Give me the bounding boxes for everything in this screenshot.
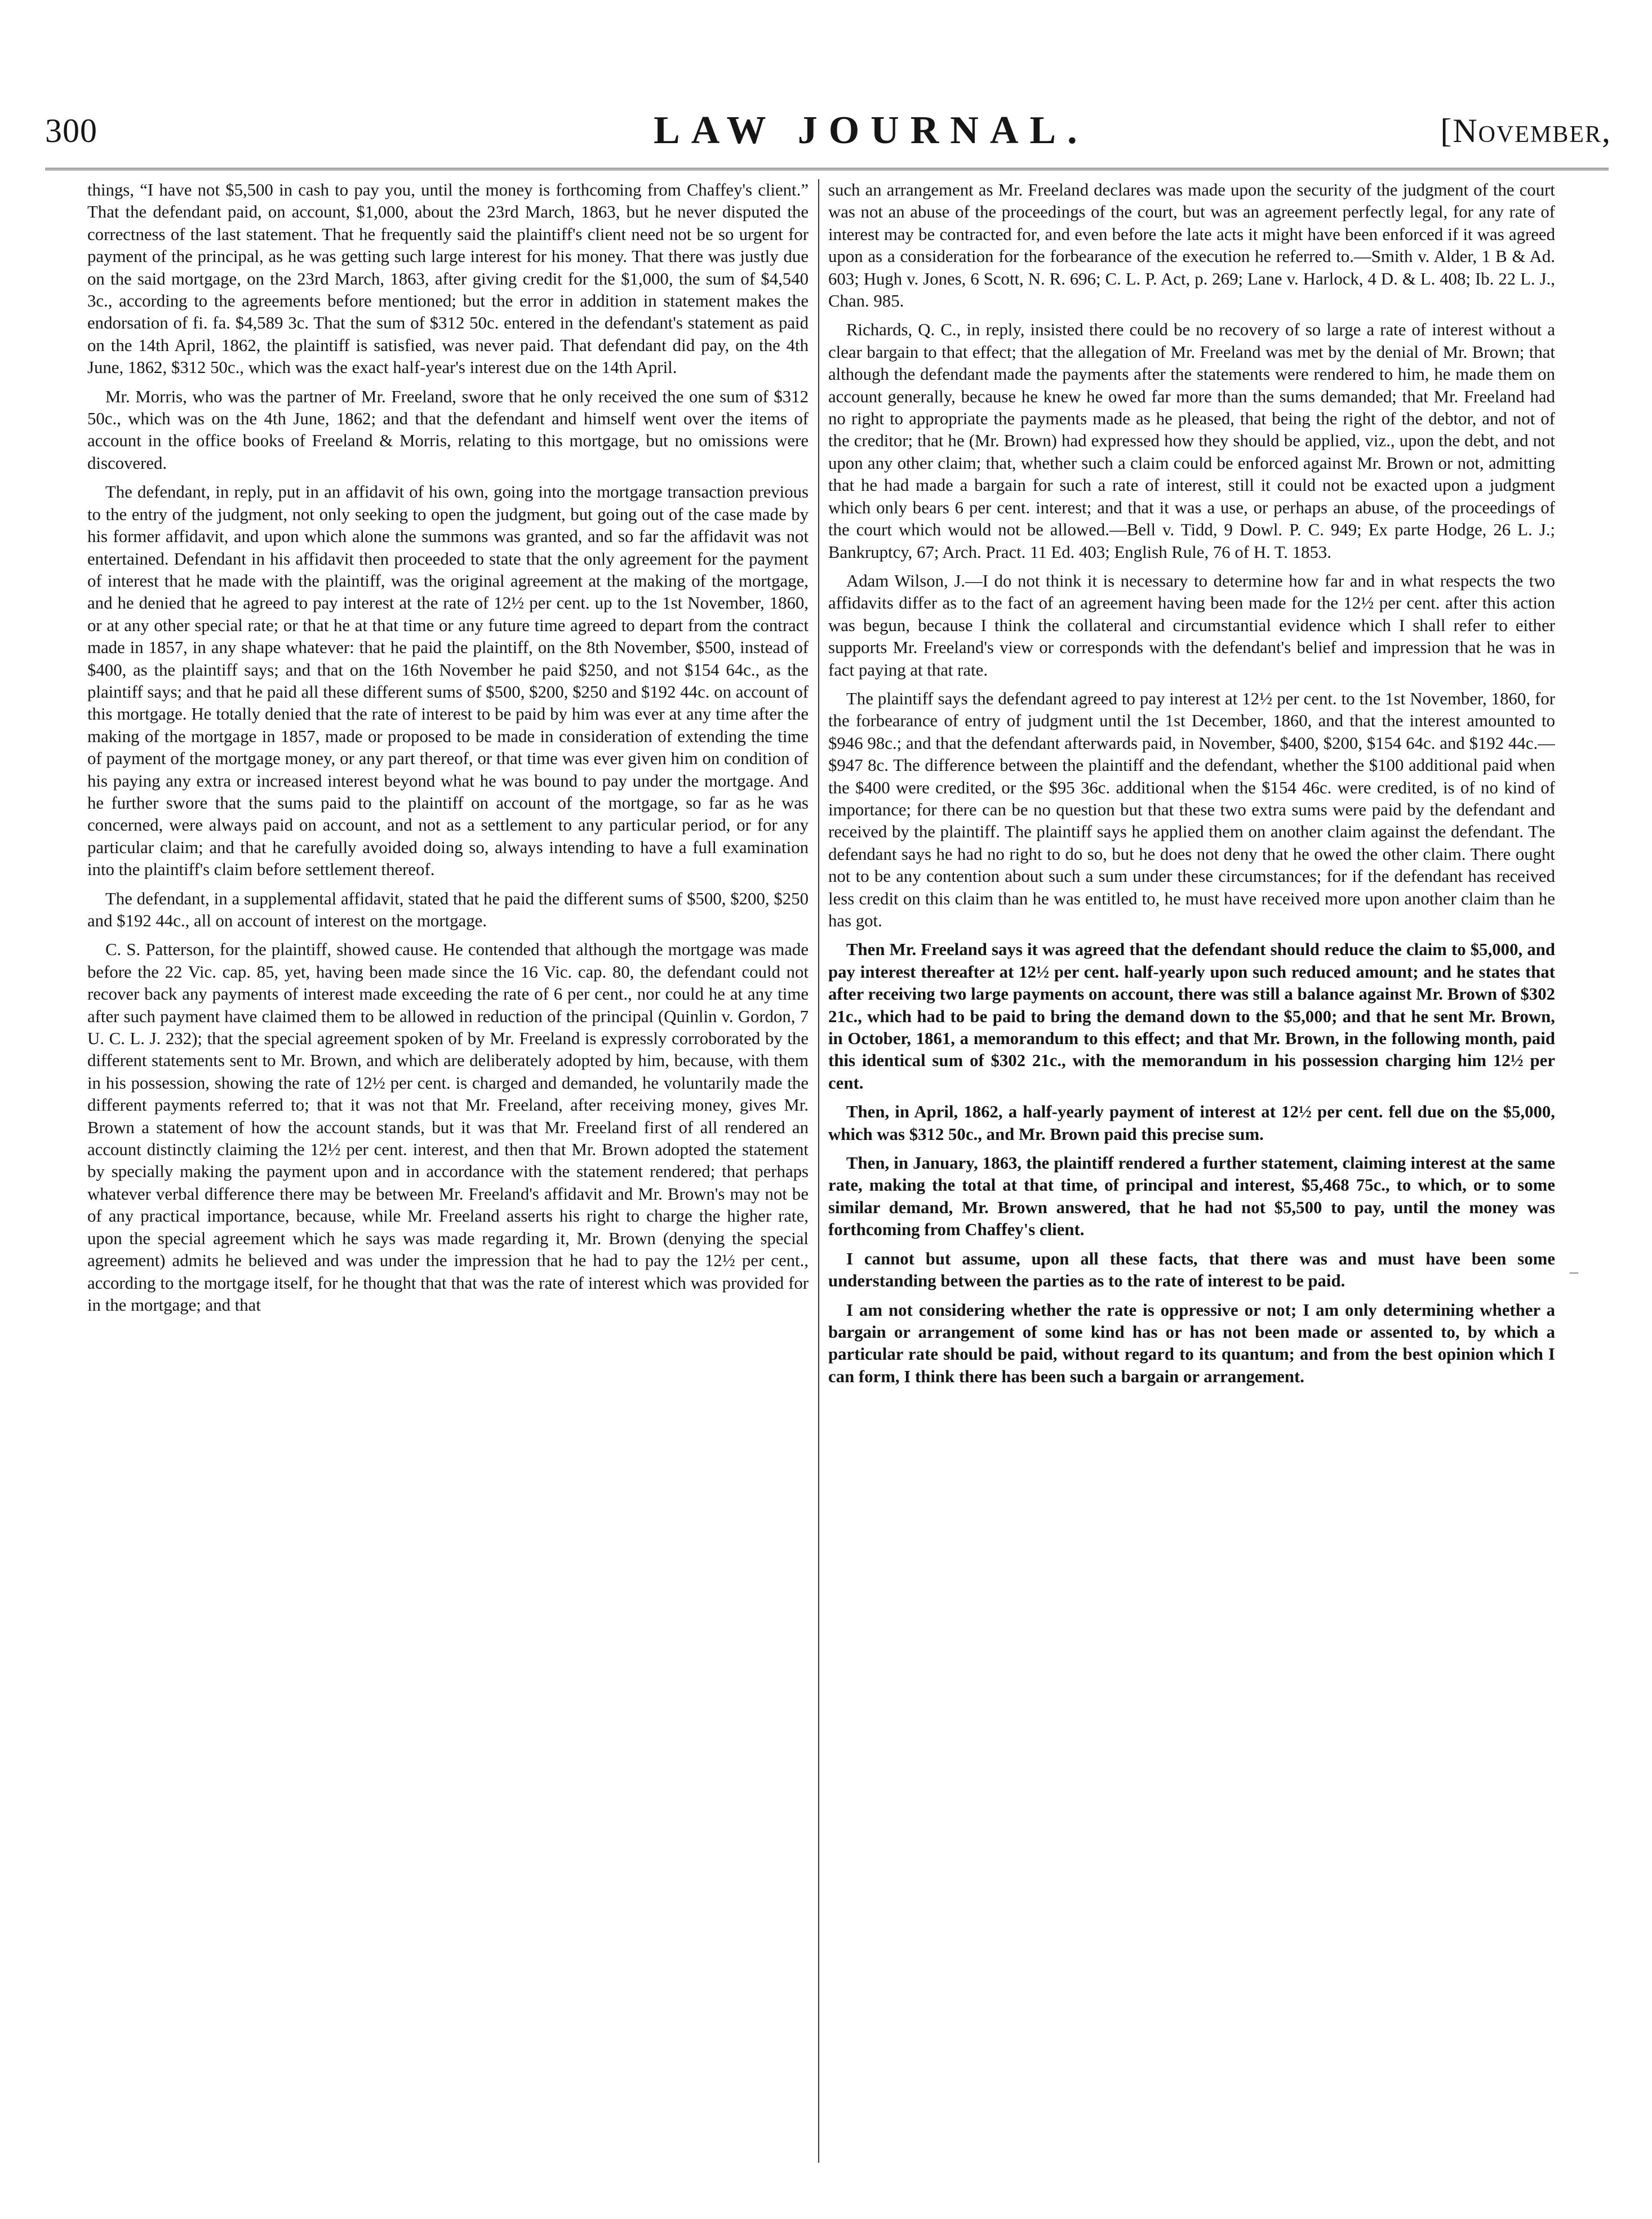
paragraph: Richards, Q. C., in reply, insisted there could be no recovery of so large a rate of interest without a clear bargain to that effect; that the allegation of Mr. Freeland was met by the denial of Mr. Brown; that although the defendant made the payments after the statements were rendered to him, he made them on account generally, because he knew he owed far more than the sums demanded; that Mr. Freeland had no right to appropriate the payments made as he pleased, that being the right of the debtor, and not of the creditor; that he (Mr. Brown) had expressed how they should be applied, viz., upon the debt, and not upon any other claim; that, whether such a claim could be enforced against Mr. Brown or not, admitting that he had made a bargain for such a rate of interest, still it could not be exacted upon a judgment which only bears 6 per cent. interest; and that it was a use, or perhaps an abuse, of the proceedings of the court which would not be allowed.—Bell v. Tidd, 9 Dowl. P. C. 949; Ex parte Hodge, 26 L. J.; Bankruptcy, 67; Arch. Pract. 11 Ed. 403; English Rule, 76 of H. T. 1853. <box>828 320 1555 562</box>
paragraph: The plaintiff says the defendant agreed to pay interest at 12½ per cent. to the 1st November, 1860, for the forbearance of entry of judgment until the 1st December, 1860, and that the interest amounted to $946 98c.; and that the defendant afterwards paid, in November, $400, $200, $154 64c. and $192 44c.—$947 8c. The difference between the plaintiff and the defendant, whether the $100 additional paid when the $400 were credited, or the $95 36c. additional when the $154 46c. were credited, is of no kind of importance; for there can be no question but that these two extra sums were paid by the defendant and received by the plaintiff. The plaintiff says he applied them on another claim against the defendant. The defendant says he had no right to do so, but he does not deny that he owed the other claim. There ought not to be any contention about such a sum under these circumstances; for if the defendant has received less credit on this claim than he was entitled to, he must have received more upon another claim than he has got. <box>828 689 1555 930</box>
page-header <box>45 109 1611 162</box>
paragraph: I am not considering whether the rate is oppressive or not; I am only determining whether a bargain or arrangement of some kind has or has not been made or assented to, by which a particular rate should be paid, without regard to its quantum; and from the best opinion which I can form, I think there has been such a bargain or arrangement. <box>828 1300 1555 1386</box>
issue-month: [November, <box>1440 112 1611 149</box>
left-column <box>87 179 809 2174</box>
paragraph: Then, in April, 1862, a half-yearly payment of interest at 12½ per cent. fell due on the $5,000, which was $312 50c., and Mr. Brown paid this precise sum. <box>828 1102 1555 1144</box>
paragraph: Mr. Morris, who was the partner of Mr. Freeland, swore that he only received the one sum of $312 50c., which was on the 4th June, 1862; and that the defendant and himself went over the items of account in the office books of Freeland & Morris, relating to this mortgage, but no omissions were discovered. <box>87 387 809 473</box>
paragraph: The defendant, in a supplemental affidavit, stated that he paid the different sums of $500, $200, $250 and $192 44c., all on account of interest on the mortgage. <box>87 889 809 930</box>
right-column <box>828 179 1555 2174</box>
header-rule <box>45 168 1609 172</box>
column-divider <box>818 179 819 2163</box>
paragraph: things, “I have not $5,500 in cash to pay you, until the money is forthcoming from Chaffey's client.” That the defendant paid, on account, $1,000, about the 23rd March, 1863, but he never disputed the correctness of the last statement. That he frequently said the plaintiff's client need not be so urgent for payment of the principal, as he was getting such large interest for his money. That there was justly due on the said mortgage, on the 23rd March, 1863, after giving credit for the $1,000, the sum of $4,540 3c., according to the agreements before mentioned; but the error in addition in statement makes the endorsation of fi. fa. $4,589 3c. That the sum of $312 50c. entered in the defendant's statement as paid on the 14th April, 1862, the plaintiff is satisfied, was never paid. That defendant did pay, on the 4th June, 1862, $312 50c., which was the exact half-year's interest due on the 14th April. <box>87 180 809 378</box>
paragraph: Then, in January, 1863, the plaintiff rendered a further statement, claiming interest at the same rate, making the total at that time, of principal and interest, $5,468 75c., to which, or to some similar demand, Mr. Brown answered, that he had not $5,500 to pay, until the money was forthcoming from Chaffey's client. <box>828 1153 1555 1240</box>
paragraph: Adam Wilson, J.—I do not think it is necessary to determine how far and in what respects the two affidavits differ as to the fact of an agreement having been made for the 12½ per cent. after this action was begun, because I think the collateral and circumstantial evidence which I shall refer to either supports Mr. Freeland's view or corresponds with the defendant's belief and impression that he was in fact paying at that rate. <box>828 571 1555 680</box>
paragraph: C. S. Patterson, for the plaintiff, showed cause. He contended that although the mortgage was made before the 22 Vic. cap. 85, yet, having been made since the 16 Vic. cap. 80, the defendant could not recover back any payments of interest made exceeding the rate of 6 per cent., nor could he at any time after such payment have claimed them to be allowed in reduction of the principal (Quinlin v. Gordon, 7 U. C. L. J. 232); that the special agreement spoken of by Mr. Freeland is expressly corroborated by the different statements sent to Mr. Brown, and which are deliberately adopted by him, because, with them in his possession, showing the rate of 12½ per cent. is charged and demanded, he voluntarily made the different payments referred to; that it was not that Mr. Freeland, after receiving money, gives Mr. Brown a statement of how the account stands, but it was that Mr. Freeland first of all rendered an account distinctly claiming the 12½ per cent. interest, and then that Mr. Brown adopted the statement by specially making the payment upon and in accordance with the statement rendered; that perhaps whatever verbal difference there may be between Mr. Freeland's affidavit and Mr. Brown's may not be of any practical importance, because, while Mr. Freeland asserts his right to charge the higher rate, upon the special agreement which he says was made regarding it, Mr. Brown (denying the special agreement) admits he believed and was under the impression that he had to pay the 12½ per cent., according to the mortgage itself, for he thought that that was the rate of interest which was provided for in the mortgage; and that <box>87 940 809 1315</box>
paragraph: Then Mr. Freeland says it was agreed that the defendant should reduce the claim to $5,000, and pay interest thereafter at 12½ per cent. half-yearly upon such reduced amount; and he states that after receiving two large payments on account, there was still a balance against Mr. Brown of $302 21c., which had to be paid to bring the demand down to the $5,000; and that he sent Mr. Brown, in October, 1861, a memorandum to this effect; and that Mr. Brown, in the following month, paid this identical sum of $302 21c., with the memorandum in his possession charging him 12½ per cent. <box>828 940 1555 1093</box>
margin-mark: – <box>1570 1262 1578 1281</box>
paragraph: I cannot but assume, upon all these facts, that there was and must have been some understanding between the parties as to the rate of interest to be paid. <box>828 1249 1555 1291</box>
page-number: 300 <box>45 112 97 149</box>
paragraph: such an arrangement as Mr. Freeland declares was made upon the security of the judgment of the court was not an abuse of the proceedings of the court, but was an agreement perfectly legal, for any rate of interest may be contracted for, and even before the late acts it might have been enforced if it was agreed upon as a consideration for the forbearance of the execution he referred to.—Smith v. Alder, 1 B & Ad. 603; Hugh v. Jones, 6 Scott, N. R. 696; C. L. P. Act, p. 269; Lane v. Harlock, 4 D. & L. 408; Ib. 22 L. J., Chan. 985. <box>828 180 1555 311</box>
journal-title: LAW JOURNAL. <box>654 109 1089 152</box>
paragraph: The defendant, in reply, put in an affidavit of his own, going into the mortgage transaction previous to the entry of the judgment, not only seeking to open the judgment, but going out of the case made by his former affidavit, and upon which alone the summons was granted, and so far the affidavit was not entertained. Defendant in his affidavit then proceeded to state that the only agreement for the payment of interest that he made with the plaintiff, was the original agreement at the making of the mortgage, and he denied that he agreed to pay interest at the rate of 12½ per cent. up to the 1st November, 1860, or at any other special rate; or that he at that time or any future time agreed to depart from the contract made in 1857, in any shape whatever: that he paid the plaintiff, on the 8th November, $500, instead of $400, as the plaintiff says; and that on the 16th November he paid $250, and not $154 64c., as the plaintiff says; and that he paid all these different sums of $500, $200, $250 and $192 44c. on account of this mortgage. He totally denied that the rate of interest to be paid by him was ever at any time after the making of the mortgage in 1857, made or proposed to be made in consideration of extending the time of payment of the mortgage money, or any part thereof, or that time was ever given him on condition of his paying any extra or increased interest beyond what he was bound to pay under the mortgage. And he further swore that the sums paid to the plaintiff on account of the mortgage, so far as he was concerned, were always paid on account, and not as a settlement to any particular period, or for any particular claim; and that he carefully avoided doing so, always intending to have a full examination into the plaintiff's claim before settlement thereof. <box>87 482 809 880</box>
